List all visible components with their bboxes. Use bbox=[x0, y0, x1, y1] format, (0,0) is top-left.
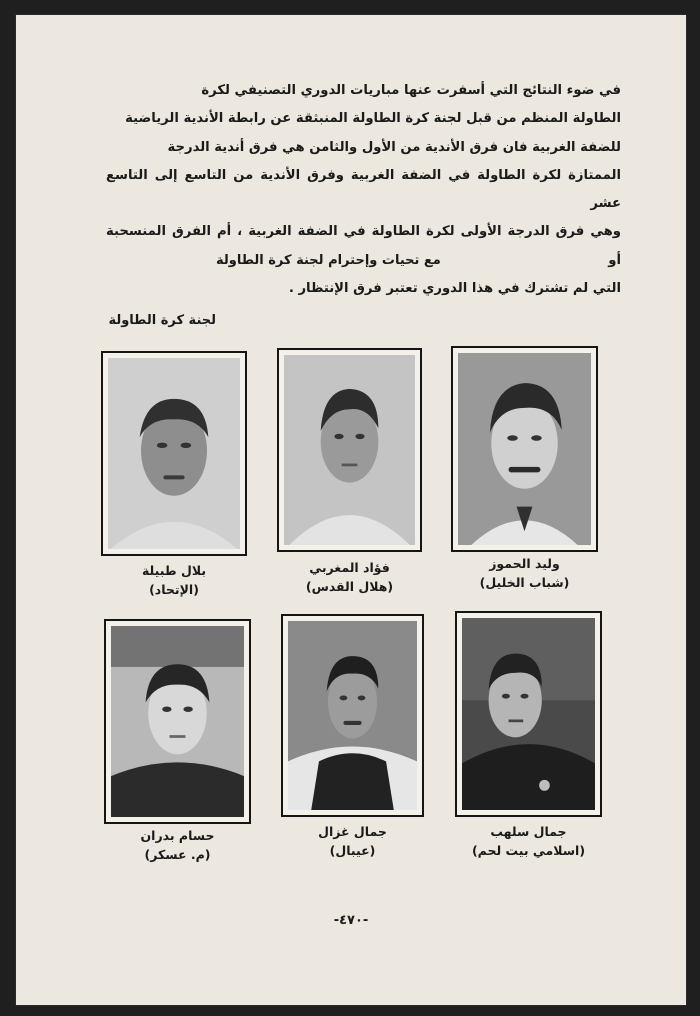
player-club: (اسلامي بيت لحم) bbox=[471, 843, 586, 858]
document-page bbox=[15, 14, 687, 1006]
player-club: (هلال القدس) bbox=[305, 579, 394, 594]
player-photo bbox=[281, 614, 424, 817]
greeting-line: مع تحيات وإحترام لجنة كرة الطاولة bbox=[216, 253, 441, 268]
player-caption bbox=[455, 822, 602, 860]
player-photo bbox=[104, 619, 251, 824]
committee-label: لجنة كرة الطاولة bbox=[108, 313, 216, 328]
paragraph-line: التي لم تشترك في هذا الدوري تعتبر فرق الإنتظار . bbox=[288, 281, 621, 297]
player-caption bbox=[277, 558, 422, 596]
paragraph-line: في ضوء النتائج التي أسفرت عنها مباريات الدوري التصنيفي لكرة bbox=[201, 83, 621, 98]
player-club: (عيبال) bbox=[329, 843, 376, 858]
player-club: (شباب الخليل) bbox=[479, 575, 570, 590]
player-name: جمال سلهب bbox=[490, 824, 567, 839]
player-name: جمال غزال bbox=[318, 824, 387, 839]
player-club: (م. عسكر) bbox=[144, 847, 211, 862]
paragraph-line: الطاولة المنظم من قبل لجنة كرة الطاولة المنبثقة عن رابطة الأندية الرياضية bbox=[125, 111, 621, 127]
player-photo bbox=[277, 348, 422, 552]
player-photo bbox=[451, 346, 598, 552]
player-name: فؤاد المغربي bbox=[309, 560, 390, 575]
player-photo bbox=[455, 611, 602, 817]
paragraph-line: وهي فرق الدرجة الأولى لكرة الطاولة في الضفة الغربية ، أم الفرق المنسحبة أو bbox=[106, 224, 621, 268]
player-caption bbox=[104, 826, 251, 864]
player-caption bbox=[101, 561, 247, 599]
paragraph-line: الممتازة لكرة الطاولة في الضفة الغربية وفرق الأندية من التاسع إلى التاسع عشر bbox=[106, 167, 621, 212]
player-club: (الإتحاد) bbox=[149, 582, 199, 597]
intro-paragraph bbox=[106, 77, 621, 303]
player-photo bbox=[101, 351, 247, 556]
page-number: -٤٧٠- bbox=[333, 913, 369, 928]
player-name: بلال طبيلة bbox=[141, 563, 207, 578]
player-caption bbox=[281, 822, 424, 860]
player-name: حسام بدران bbox=[140, 828, 215, 843]
paragraph-line: للضفة الغربية فان فرق الأندية من الأول والثامن هي فرق أندية الدرجة bbox=[167, 139, 621, 155]
player-name: وليد الحموز bbox=[489, 556, 560, 571]
player-caption bbox=[451, 554, 598, 592]
